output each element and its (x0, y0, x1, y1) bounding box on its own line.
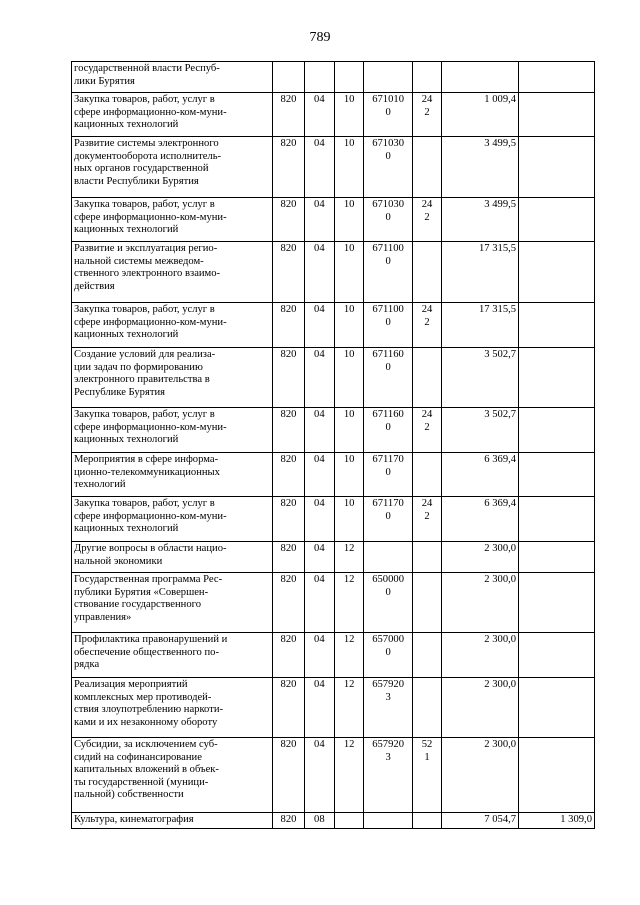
table-row (72, 93, 595, 137)
section-code: 08 (304, 813, 334, 829)
expense-type-code (412, 62, 441, 93)
table-row (72, 137, 595, 198)
section-code: 04 (304, 678, 334, 738)
amount: 17 315,5 (442, 303, 519, 348)
amount-secondary (519, 542, 595, 573)
admin-code: 820 (273, 408, 304, 453)
target-article-code (364, 813, 413, 829)
line-item-name: Закупка товаров, работ, услуг в сфере информационно-ком-муни- кационных технологий (72, 497, 273, 542)
target-article-code (364, 62, 413, 93)
target-article-code: 671010 0 (364, 93, 413, 137)
admin-code: 820 (273, 198, 304, 242)
section-code: 04 (304, 198, 334, 242)
table-row (72, 198, 595, 242)
amount: 3 499,5 (442, 198, 519, 242)
line-item-name: Создание условий для реализа- ции задач по формированию электронного правительства в Республике Бурятия (72, 348, 273, 408)
table-row (72, 633, 595, 678)
amount: 2 300,0 (442, 633, 519, 678)
line-item-name: Профилактика правонарушений и обеспечение общественного по- рядка (72, 633, 273, 678)
table-row (72, 573, 595, 633)
table-row (72, 303, 595, 348)
subsection-code: 10 (335, 348, 364, 408)
amount-secondary (519, 93, 595, 137)
section-code: 04 (304, 497, 334, 542)
section-code: 04 (304, 738, 334, 813)
table-row (72, 813, 595, 829)
expense-type-code (412, 573, 441, 633)
admin-code: 820 (273, 497, 304, 542)
subsection-code: 10 (335, 497, 364, 542)
target-article-code: 671160 0 (364, 348, 413, 408)
section-code: 04 (304, 348, 334, 408)
expense-type-code: 24 2 (412, 198, 441, 242)
expense-type-code: 24 2 (412, 497, 441, 542)
admin-code: 820 (273, 242, 304, 303)
amount-secondary (519, 573, 595, 633)
target-article-code (364, 542, 413, 573)
target-article-code: 671030 0 (364, 198, 413, 242)
line-item-name: Культура, кинематография (72, 813, 273, 829)
expense-type-code: 24 2 (412, 93, 441, 137)
target-article-code: 650000 0 (364, 573, 413, 633)
admin-code: 820 (273, 542, 304, 573)
subsection-code: 12 (335, 738, 364, 813)
section-code: 04 (304, 242, 334, 303)
section-code: 04 (304, 453, 334, 497)
admin-code: 820 (273, 573, 304, 633)
admin-code: 820 (273, 633, 304, 678)
page-number: 789 (309, 30, 331, 45)
target-article-code: 671170 0 (364, 453, 413, 497)
subsection-code: 10 (335, 137, 364, 198)
subsection-code: 10 (335, 198, 364, 242)
admin-code: 820 (273, 738, 304, 813)
admin-code (273, 62, 304, 93)
admin-code: 820 (273, 813, 304, 829)
amount-secondary (519, 62, 595, 93)
table-row (72, 242, 595, 303)
budget-table (71, 61, 595, 829)
amount-secondary (519, 198, 595, 242)
amount: 2 300,0 (442, 678, 519, 738)
subsection-code: 12 (335, 573, 364, 633)
table-row (72, 348, 595, 408)
line-item-name: государственной власти Респуб- лики Бурятия (72, 62, 273, 93)
amount-secondary (519, 678, 595, 738)
target-article-code: 671160 0 (364, 408, 413, 453)
admin-code: 820 (273, 348, 304, 408)
table-row (72, 453, 595, 497)
amount-secondary (519, 242, 595, 303)
amount: 6 369,4 (442, 497, 519, 542)
line-item-name: Развитие системы электронного документооборота исполнитель- ных органов государственной власти Республики Бурятия (72, 137, 273, 198)
amount-secondary: 1 309,0 (519, 813, 595, 829)
amount (442, 62, 519, 93)
expense-type-code: 24 2 (412, 408, 441, 453)
expense-type-code (412, 542, 441, 573)
line-item-name: Закупка товаров, работ, услуг в сфере информационно-ком-муни- кационных технологий (72, 303, 273, 348)
subsection-code (335, 813, 364, 829)
subsection-code: 10 (335, 408, 364, 453)
line-item-name: Мероприятия в сфере информа- ционно-телекоммуникационных технологий (72, 453, 273, 497)
section-code: 04 (304, 303, 334, 348)
expense-type-code (412, 348, 441, 408)
expense-type-code (412, 137, 441, 198)
amount: 3 499,5 (442, 137, 519, 198)
subsection-code (335, 62, 364, 93)
amount: 17 315,5 (442, 242, 519, 303)
amount: 3 502,7 (442, 408, 519, 453)
target-article-code: 657920 3 (364, 678, 413, 738)
subsection-code: 10 (335, 453, 364, 497)
expense-type-code (412, 813, 441, 829)
section-code: 04 (304, 573, 334, 633)
amount-secondary (519, 453, 595, 497)
expense-type-code (412, 242, 441, 303)
admin-code: 820 (273, 678, 304, 738)
line-item-name: Развитие и эксплуатация регио- нальной системы межведом- ственного электронного взаимо- действия (72, 242, 273, 303)
target-article-code: 657920 3 (364, 738, 413, 813)
target-article-code: 671100 0 (364, 303, 413, 348)
amount: 2 300,0 (442, 542, 519, 573)
section-code: 04 (304, 408, 334, 453)
line-item-name: Закупка товаров, работ, услуг в сфере информационно-ком-муни- кационных технологий (72, 198, 273, 242)
table-row (72, 62, 595, 93)
line-item-name: Субсидии, за исключением суб- сидий на софинансирование капитальных вложений в объек- ты государственной (муници- пальной) собственности (72, 738, 273, 813)
subsection-code: 12 (335, 542, 364, 573)
admin-code: 820 (273, 453, 304, 497)
admin-code: 820 (273, 137, 304, 198)
admin-code: 820 (273, 93, 304, 137)
section-code: 04 (304, 93, 334, 137)
subsection-code: 12 (335, 678, 364, 738)
table-row (72, 408, 595, 453)
expense-type-code (412, 678, 441, 738)
target-article-code: 671100 0 (364, 242, 413, 303)
amount: 3 502,7 (442, 348, 519, 408)
amount: 2 300,0 (442, 573, 519, 633)
amount-secondary (519, 137, 595, 198)
budget-table-body (72, 62, 595, 829)
section-code: 04 (304, 633, 334, 678)
amount-secondary (519, 633, 595, 678)
expense-type-code (412, 633, 441, 678)
section-code: 04 (304, 542, 334, 573)
amount-secondary (519, 497, 595, 542)
amount: 2 300,0 (442, 738, 519, 813)
line-item-name: Государственная программа Рес- публики Бурятия «Совершен- ствование государственного управления» (72, 573, 273, 633)
subsection-code: 10 (335, 242, 364, 303)
line-item-name: Реализация мероприятий комплексных мер противодей- ствия злоупотреблению наркоти- ками и их незаконному обороту (72, 678, 273, 738)
subsection-code: 10 (335, 303, 364, 348)
section-code: 04 (304, 137, 334, 198)
target-article-code: 657000 0 (364, 633, 413, 678)
amount-secondary (519, 303, 595, 348)
expense-type-code: 24 2 (412, 303, 441, 348)
line-item-name: Закупка товаров, работ, услуг в сфере информационно-ком-муни- кационных технологий (72, 408, 273, 453)
target-article-code: 671030 0 (364, 137, 413, 198)
amount: 1 009,4 (442, 93, 519, 137)
table-row (72, 542, 595, 573)
amount-secondary (519, 348, 595, 408)
amount-secondary (519, 408, 595, 453)
table-row (72, 738, 595, 813)
table-row (72, 497, 595, 542)
amount: 6 369,4 (442, 453, 519, 497)
target-article-code: 671170 0 (364, 497, 413, 542)
line-item-name: Закупка товаров, работ, услуг в сфере информационно-ком-муни- кационных технологий (72, 93, 273, 137)
line-item-name: Другие вопросы в области нацио- нальной экономики (72, 542, 273, 573)
section-code (304, 62, 334, 93)
amount-secondary (519, 738, 595, 813)
table-row (72, 678, 595, 738)
subsection-code: 10 (335, 93, 364, 137)
subsection-code: 12 (335, 633, 364, 678)
amount: 7 054,7 (442, 813, 519, 829)
expense-type-code: 52 1 (412, 738, 441, 813)
expense-type-code (412, 453, 441, 497)
admin-code: 820 (273, 303, 304, 348)
